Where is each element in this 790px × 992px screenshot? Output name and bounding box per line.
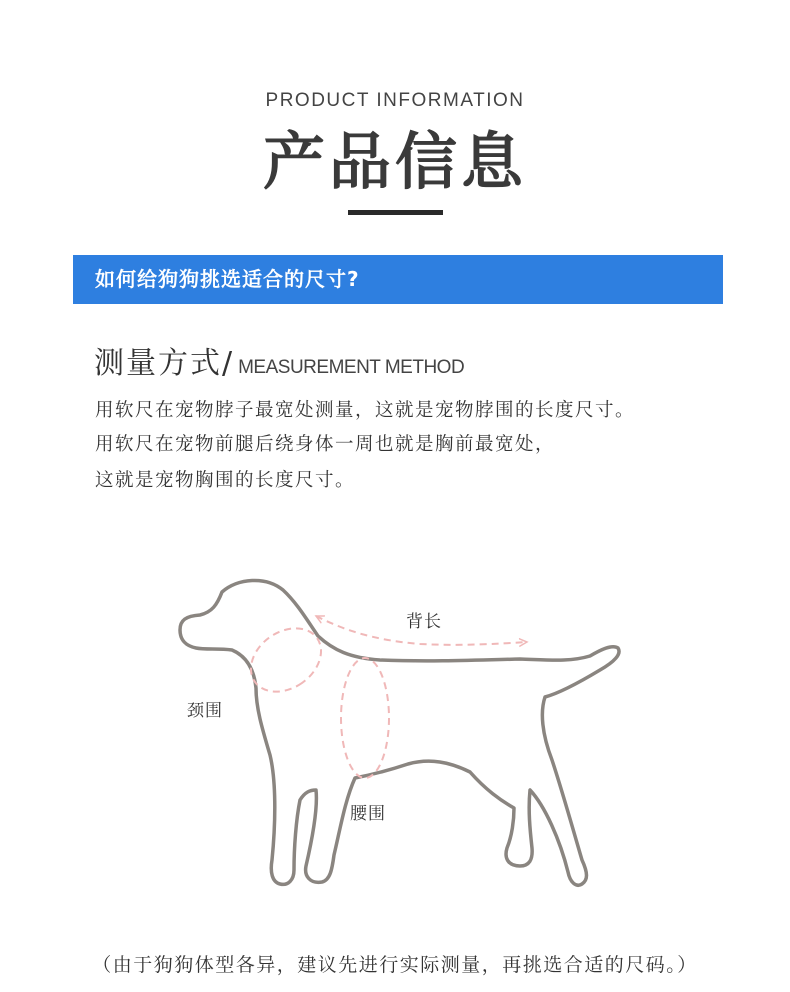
- description-line: 用软尺在宠物脖子最宽处测量，这就是宠物脖围的长度尺寸。: [95, 400, 636, 421]
- neck-girth-label: 颈围: [187, 701, 223, 721]
- neck-measure-loop: [239, 615, 333, 704]
- subtitle-en: PRODUCT INFORMATION: [265, 90, 525, 111]
- footnote: （由于狗狗体型各异，建议先进行实际测量，再挑选合适的尺码。）: [92, 954, 698, 976]
- waist-measure-loop: [341, 658, 389, 778]
- back-length-label: 背长: [406, 612, 442, 632]
- section-heading-cn: 测量方式/: [94, 346, 235, 381]
- question-banner-text: 如何给狗狗挑选适合的尺寸?: [95, 267, 360, 291]
- page-title: 产品信息: [262, 125, 527, 198]
- dog-outline: [180, 580, 619, 885]
- description-line: 用软尺在宠物前腿后绕身体一周也就是胸前最宽处，: [95, 434, 556, 455]
- waist-girth-label: 腰围: [350, 804, 386, 824]
- section-heading-en: MEASUREMENT METHOD: [238, 357, 465, 378]
- description-line: 这就是宠物胸围的长度尺寸。: [95, 470, 356, 491]
